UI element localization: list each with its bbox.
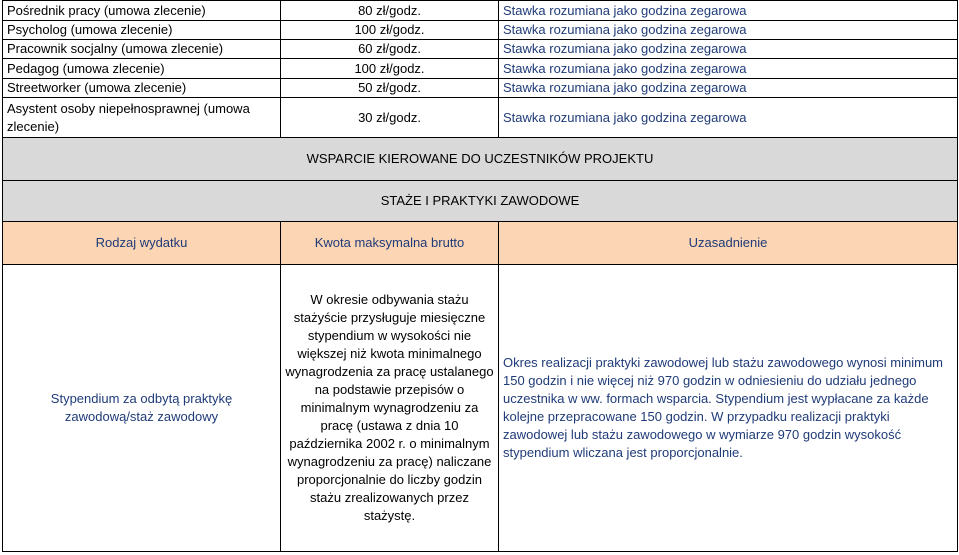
rate-position: Psycholog (umowa zlecenie): [3, 21, 281, 40]
rate-amount: 100 zł/godz.: [281, 59, 499, 79]
rate-note: Stawka rozumiana jako godzina zegarowa: [499, 21, 958, 40]
column-header-justification: Uzasadnienie: [499, 222, 958, 265]
column-header-type: Rodzaj wydatku: [3, 222, 281, 265]
rate-row: [3, 40, 958, 59]
rate-note: Stawka rozumiana jako godzina zegarowa: [499, 40, 958, 59]
rate-position: Pośrednik pracy (umowa zlecenie): [3, 1, 281, 21]
rate-row: [3, 79, 958, 98]
column-header-amount: Kwota maksymalna brutto: [281, 222, 499, 265]
expense-type: Stypendium za odbytą praktykę zawodową/staż zawodowy: [3, 265, 281, 552]
expense-amount: W okresie odbywania stażu stażyście przysługuje miesięczne stypendium w wysokości nie większej niż kwota minimalnego wynagrodzenia za pracę ustalanego na podstawie przepisów o minimalnym wynagrodzeniu za pracę (ustawa z dnia 10 października 2002 r. o minimalnym wynagrodzeniu za pracę) naliczane proporcjonalnie do liczby godzin stażu zrealizowanych przez stażystę.: [281, 265, 499, 552]
section-header-row: [3, 138, 958, 181]
rate-position: Asystent osoby niepełnosprawnej (umowa zlecenie): [3, 98, 281, 138]
rate-row: [3, 21, 958, 40]
expense-justification: Okres realizacji praktyki zawodowej lub stażu zawodowego wynosi minimum 150 godzin i nie więcej niż 970 godzin w odniesieniu do udziału jednego uczestnika w ww. formach wsparcia. Stypendium jest wypłacane za każde kolejne przepracowane 150 godzin. W przypadku realizacji praktyki zawodowej lub stażu zawodowego w wymiarze 970 godzin wysokość stypendium wliczana jest proporcjonalnie.: [499, 265, 958, 552]
rate-amount: 80 zł/godz.: [281, 1, 499, 21]
column-header-row: [3, 222, 958, 265]
rate-position: Pedagog (umowa zlecenie): [3, 59, 281, 79]
rate-amount: 30 zł/godz.: [281, 98, 499, 138]
budget-table: [2, 0, 958, 552]
rate-row: [3, 98, 958, 138]
section-title: WSPARCIE KIEROWANE DO UCZESTNIKÓW PROJEKTU: [3, 138, 958, 181]
rate-note: Stawka rozumiana jako godzina zegarowa: [499, 59, 958, 79]
rate-amount: 100 zł/godz.: [281, 21, 499, 40]
rate-position: Streetworker (umowa zlecenie): [3, 79, 281, 98]
rate-note: Stawka rozumiana jako godzina zegarowa: [499, 1, 958, 21]
rate-row: [3, 1, 958, 21]
rate-note: Stawka rozumiana jako godzina zegarowa: [499, 79, 958, 98]
rate-amount: 50 zł/godz.: [281, 79, 499, 98]
subsection-title: STAŻE I PRAKTYKI ZAWODOWE: [3, 181, 958, 222]
subsection-header-row: [3, 181, 958, 222]
rate-row: [3, 59, 958, 79]
expense-row: [3, 265, 958, 552]
rate-note: Stawka rozumiana jako godzina zegarowa: [499, 98, 958, 138]
rate-amount: 60 zł/godz.: [281, 40, 499, 59]
rate-position: Pracownik socjalny (umowa zlecenie): [3, 40, 281, 59]
